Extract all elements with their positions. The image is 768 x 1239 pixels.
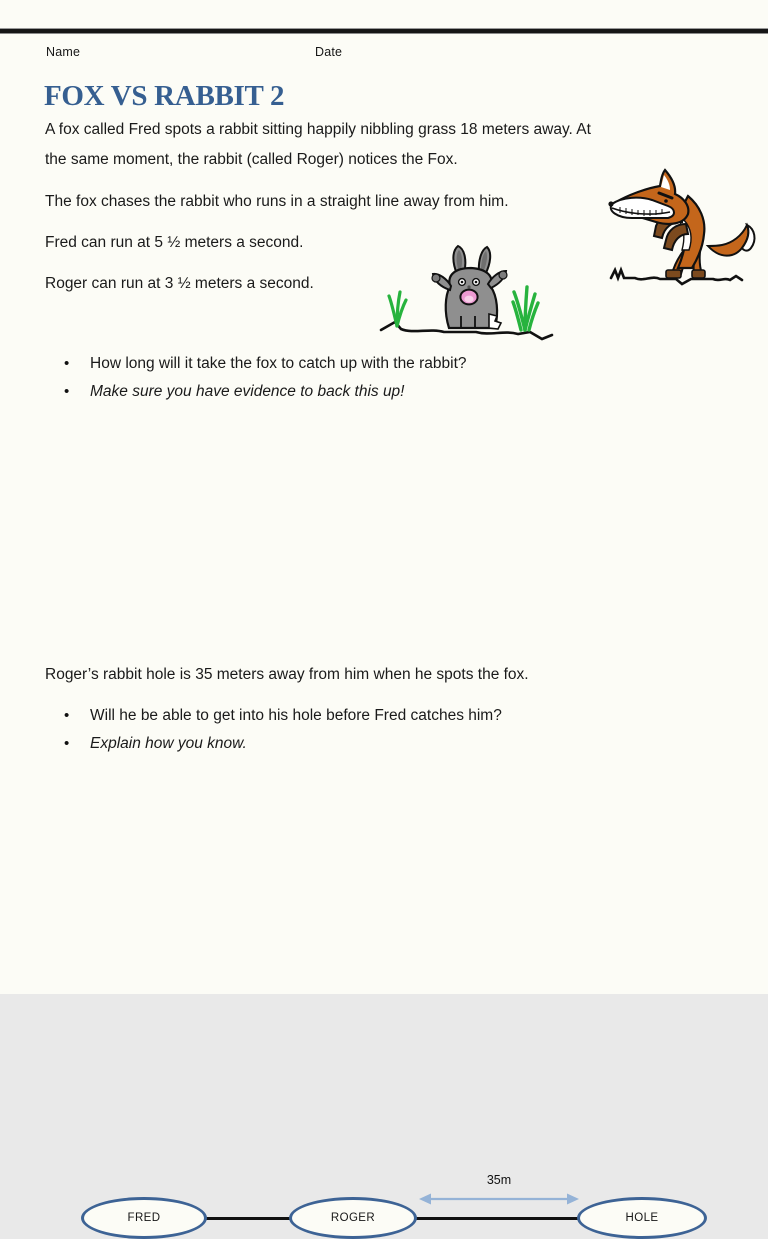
node-roger-label: ROGER: [330, 1212, 376, 1224]
node-fred: [81, 1197, 207, 1239]
bullet-icon: •: [64, 735, 70, 752]
bullet-icon: •: [64, 355, 70, 372]
intro-line-2: the same moment, the rabbit (called Roger) notices the Fox.: [45, 151, 458, 168]
grass-tuft-left: [389, 292, 406, 326]
node-hole-label: HOLE: [625, 1212, 659, 1224]
list-item: • How long will it take the fox to catch up with the rabbit?: [64, 350, 467, 378]
intro-line-1: A fox called Fred spots a rabbit sitting happily nibbling grass 18 meters away. At: [45, 121, 591, 138]
bullet-icon: •: [64, 707, 70, 724]
second-question-list: [64, 702, 502, 758]
page-title: FOX VS RABBIT 2: [44, 80, 285, 112]
first-question-list: [64, 350, 467, 406]
grass-tuft-right: [513, 287, 538, 330]
bullet-icon: •: [64, 383, 70, 400]
top-rule: [0, 28, 768, 34]
rabbit-body: [432, 246, 507, 329]
list-item: • Make sure you have evidence to back this up!: [64, 378, 467, 406]
fox-cartoon-image: [604, 166, 760, 286]
date-label: Date: [315, 45, 343, 59]
fox-body: [608, 170, 754, 278]
rabbit-cartoon-image: [378, 242, 556, 344]
distance-value-label: 35m: [486, 1173, 512, 1187]
node-roger: [289, 1197, 417, 1239]
connector-line-fred-roger: [205, 1217, 291, 1220]
connector-line-roger-hole: [413, 1217, 580, 1220]
list-item: • Explain how you know.: [64, 730, 502, 758]
fred-speed-sentence: Fred can run at 5 ½ meters a second.: [45, 234, 304, 251]
double-arrow-icon: [418, 1191, 580, 1207]
intro-paragraph: [45, 115, 591, 175]
node-hole: [577, 1197, 707, 1239]
chase-sentence: The fox chases the rabbit who runs in a straight line away from him.: [45, 193, 509, 210]
list-item: • Will he be able to get into his hole before Fred catches him?: [64, 702, 502, 730]
name-label: Name: [46, 45, 81, 59]
hole-distance-sentence: Roger’s rabbit hole is 35 meters away from him when he spots the fox.: [45, 666, 529, 683]
roger-speed-sentence: Roger can run at 3 ½ meters a second.: [45, 275, 314, 292]
node-fred-label: FRED: [127, 1212, 161, 1224]
